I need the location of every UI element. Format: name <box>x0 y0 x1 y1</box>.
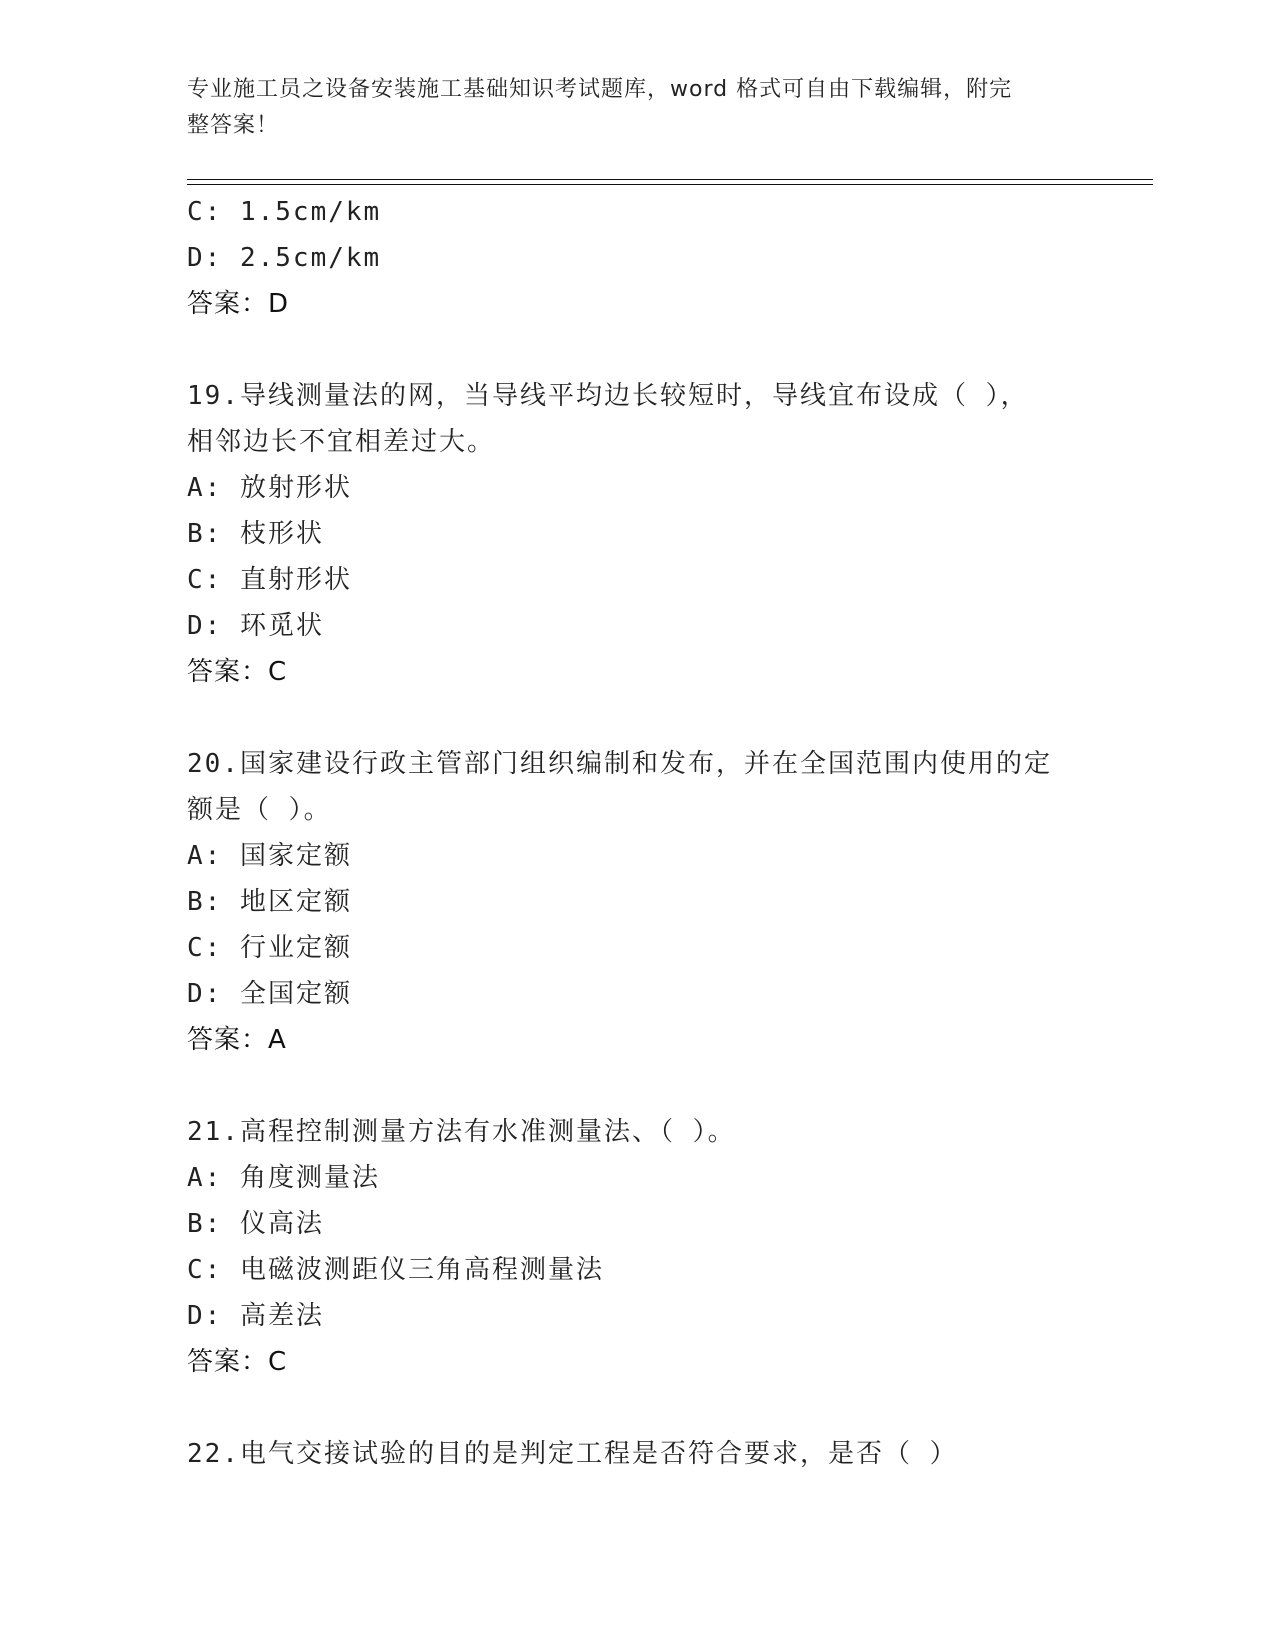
question-stem-line: 21.高程控制测量方法有水准测量法、（ ）。 <box>187 1117 736 1147</box>
answer-line: 答案：C <box>187 1347 288 1377</box>
answer-line: 答案：D <box>187 289 290 319</box>
answer-line: 答案：C <box>187 657 288 687</box>
option-d: D: 2.5cm/km <box>187 243 382 273</box>
answer-line: 答案：A <box>187 1025 287 1055</box>
option-c: C: 1.5cm/km <box>187 197 382 227</box>
document-header <box>187 72 1067 144</box>
question-20 <box>187 741 1087 1063</box>
question-22 <box>187 1431 1087 1477</box>
question-stem-line: 相邻边长不宜相差过大。 <box>187 427 496 457</box>
question-19 <box>187 373 1087 695</box>
question-stem-line: 20.国家建设行政主管部门组织编制和发布，并在全国范围内使用的定 <box>187 749 1052 779</box>
option-d: D: 高差法 <box>187 1301 324 1331</box>
question-stem-line: 19.导线测量法的网，当导线平均边长较短时，导线宜布设成（ ）， <box>187 381 1029 411</box>
header-rule-top <box>187 179 1153 180</box>
option-c: C: 电磁波测距仪三角高程测量法 <box>187 1255 604 1285</box>
question-gap <box>187 327 1087 373</box>
option-d: D: 全国定额 <box>187 979 352 1009</box>
question-list <box>187 189 1087 1477</box>
option-c: C: 直射形状 <box>187 565 352 595</box>
question-stem-line: 额是（ ）。 <box>187 795 332 825</box>
header-line-2: 整答案！ <box>187 113 280 138</box>
header-line-1: 专业施工员之设备安装施工基础知识考试题库，word 格式可自由下载编辑，附完 <box>187 77 1013 102</box>
option-a: A: 放射形状 <box>187 473 352 503</box>
question-gap <box>187 695 1087 741</box>
question-gap <box>187 1063 1087 1109</box>
question-21 <box>187 1109 1087 1385</box>
option-a: A: 角度测量法 <box>187 1163 380 1193</box>
option-b: B: 枝形状 <box>187 519 324 549</box>
question-18-tail <box>187 189 1087 327</box>
option-a: A: 国家定额 <box>187 841 352 871</box>
option-b: B: 仪高法 <box>187 1209 324 1239</box>
option-d: D: 环觅状 <box>187 611 324 641</box>
option-b: B: 地区定额 <box>187 887 352 917</box>
question-stem-line: 22.电气交接试验的目的是判定工程是否符合要求，是否（ ） <box>187 1439 958 1469</box>
option-c: C: 行业定额 <box>187 933 352 963</box>
header-rule-bottom <box>187 184 1153 185</box>
question-gap <box>187 1385 1087 1431</box>
